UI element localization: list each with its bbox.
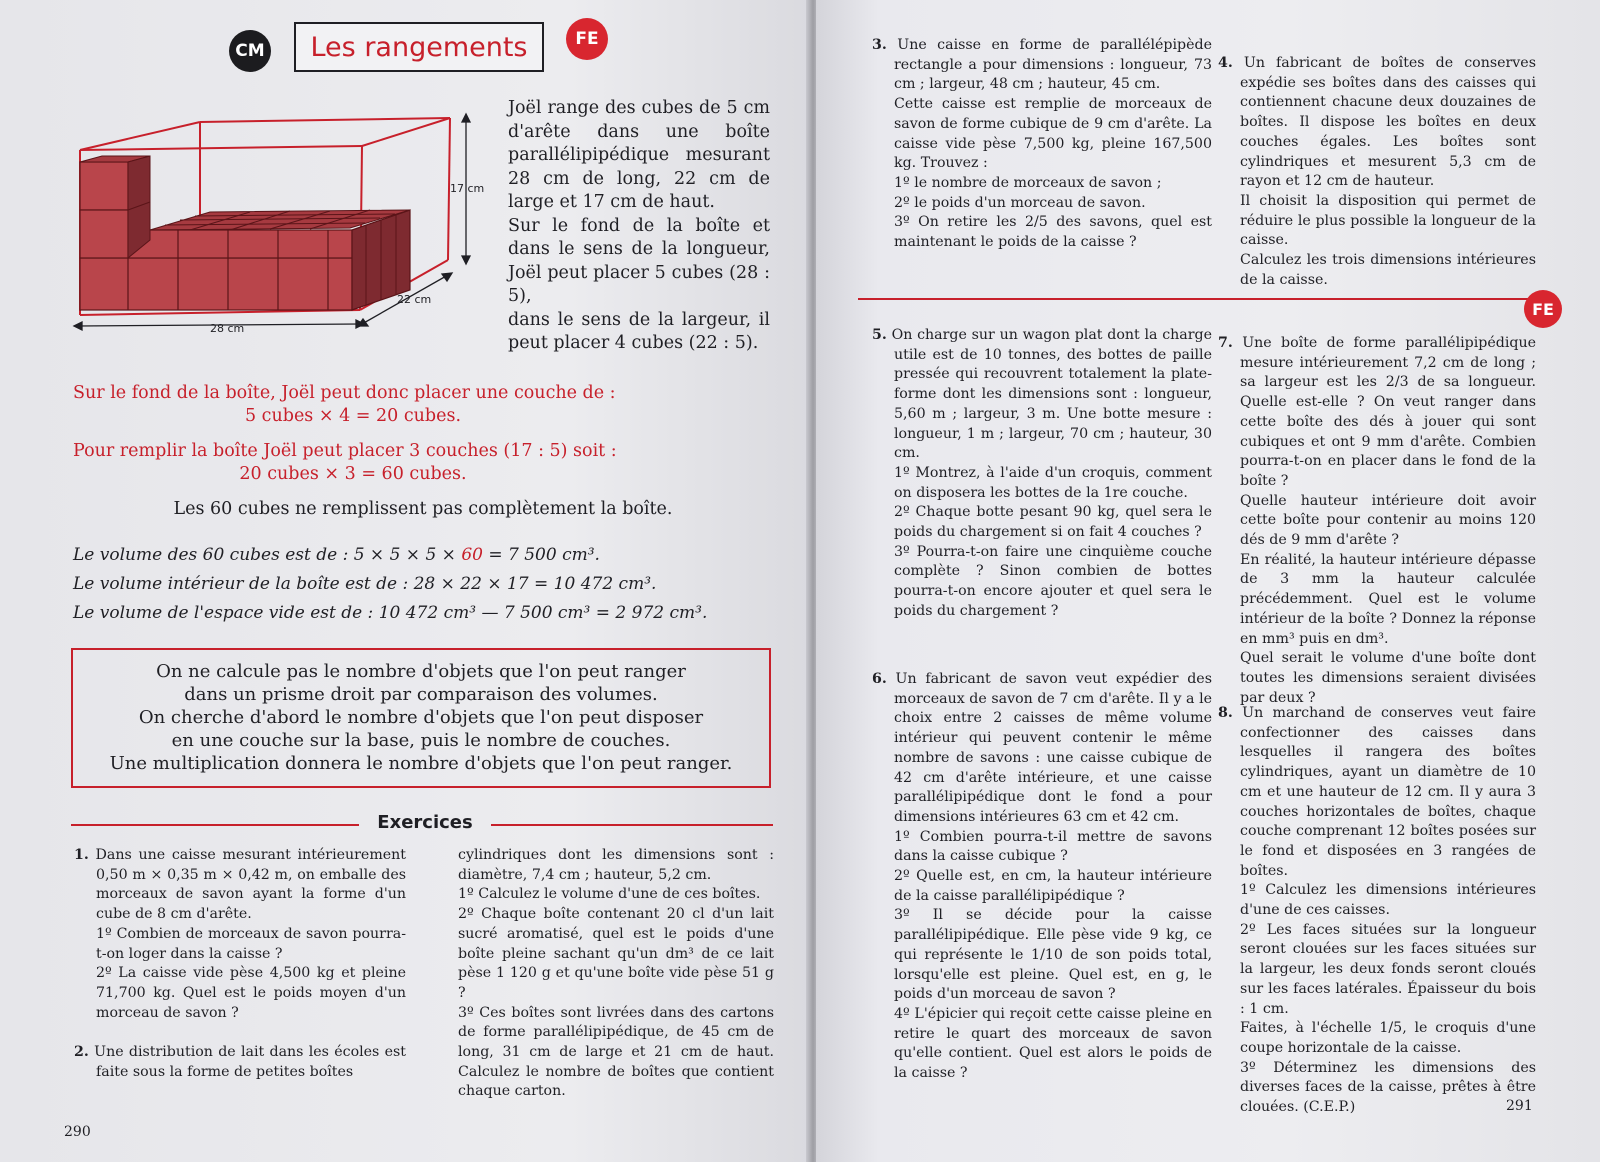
exercise-question: 2º Chaque boîte contenant 20 cl d'un lait sucré aromatisé, quel est le poids d'une boîte pleine sachant qu'un dm³ de ce lait pèse 1 120 g et qu'une boîte vide pèse 51 g ?: [458, 906, 774, 1001]
volume-cubes-result: = 7 500 cm³.: [482, 545, 600, 565]
lesson-title-box: [294, 22, 544, 72]
rule-line: dans un prisme droit par comparaison des volumes.: [184, 684, 658, 705]
red-statement-line: 20 cubes × 3 = 60 cubes.: [239, 464, 467, 484]
exercise-7: [1218, 334, 1536, 708]
lesson-title: Les rangements: [310, 31, 528, 63]
exercise-5: [872, 326, 1212, 622]
exercise-5-intro: [872, 326, 1212, 464]
exercise-column-right: [458, 846, 774, 1102]
exercise-8: [1218, 704, 1536, 1118]
exercise-question: 1º Montrez, à l'aide d'un croquis, comment on disposera les bottes de la 1re couche.: [894, 464, 1212, 501]
exercise-8-intro: [1218, 704, 1536, 881]
red-statement-1: [73, 382, 773, 428]
exercise-7-intro: [1218, 334, 1536, 492]
exercise-text: Quel serait le volume d'une boîte dont toutes les dimensions seraient divisées par deux ?: [1240, 650, 1536, 706]
exercise-question: 3º Pourra-t-on faire une cinquième couche complète ? Sinon combien de bottes pourra-t-on encore ajouter et quel sera le poids du chargement ?: [894, 543, 1212, 619]
red-statement-line: Sur le fond de la boîte, Joël peut donc placer une couche de :: [73, 383, 616, 403]
exercise-text: Une boîte de forme parallélipipédique mesure intérieurement 7,2 cm de long ; sa largeur est les 2/3 de sa longueur. Quelle est-elle ? On veut ranger dans cette boîte des dés à jouer qui sont cubiques et ont 9 mm d'arête. Combien pourra-t-on en placer dans le fond de la boîte ?: [1240, 335, 1536, 489]
height-label: 17 cm: [450, 182, 485, 195]
exercise-6-intro: [872, 670, 1212, 828]
exercise-text: Calculez les trois dimensions intérieures de la caisse.: [1240, 252, 1536, 288]
rule-line: On ne calcule pas le nombre d'objets que l'on peut ranger: [156, 661, 686, 682]
exercise-text: Faites, à l'échelle 1/5, le croquis d'une coupe horizontale de la caisse.: [1240, 1020, 1536, 1056]
exercise-text: Cette caisse est remplie de morceaux de savon de forme cubique de 9 cm d'arête. La caisse vide pèse 7,500 kg, pleine 167,500 kg. Trouvez :: [894, 96, 1212, 172]
exercise-text: Une caisse en forme de parallélépipède rectangle a pour dimensions : longueur, 73 cm ; largeur, 48 cm ; hauteur, 45 cm.: [894, 37, 1212, 93]
length-label: 28 cm: [210, 322, 245, 335]
volume-empty-line: Le volume de l'espace vide est de : 10 472 cm³ — 7 500 cm³ = 2 972 cm³.: [73, 603, 708, 623]
exercise-4: [1218, 54, 1536, 290]
exercise-text: En réalité, la hauteur intérieure dépasse de 3 mm la hauteur calculée précédemment. Quel est le volume intérieur de la boîte ? Donnez la réponse en mm³ puis en dm³.: [1240, 551, 1536, 647]
exercise-question: 3º Déterminez les dimensions des diverses faces de la caisse, prêtes à être clouées. (C.E.P.): [1240, 1059, 1536, 1116]
exercise-question: 1º Combien de morceaux de savon pourra-t-on loger dans la caisse ?: [96, 925, 406, 962]
exercise-1: [74, 846, 406, 925]
exercise-question: 2º La caisse vide pèse 4,500 kg et pleine 71,700 kg. Quel est le poids moyen d'un morceau de savon ?: [96, 965, 406, 1021]
exercise-number: 1.: [74, 847, 89, 863]
width-label: 22 cm: [397, 293, 432, 306]
remark-text: Les 60 cubes ne remplissent pas complètement la boîte.: [173, 499, 673, 519]
intro-paragraph: Sur le fond de la boîte et dans le sens de la longueur, Joël peut placer 5 cubes (28 : 5),: [508, 215, 770, 306]
fe-badge: FE: [566, 18, 608, 60]
rule-line: en une couche sur la base, puis le nombre de couches.: [171, 730, 671, 751]
exercise-question: 1º Calculez le volume d'une de ces boîtes.: [458, 886, 761, 903]
exercise-text: Il choisit la disposition qui permet de réduire le plus possible la longueur de la caisse.: [1240, 192, 1536, 249]
exercise-text: Dans une caisse mesurant intérieurement 0,50 m × 0,35 m × 0,42 m, on emballe des morceaux de savon ayant la forme d'un cube de 8 cm d'arête.: [95, 847, 407, 923]
exercise-6: [872, 670, 1212, 1084]
right-page-sheet: [816, 0, 1600, 1162]
intro-text: [508, 97, 770, 356]
box-cubes-figure: [70, 110, 500, 350]
rule-line: Une multiplication donnera le nombre d'objets que l'on peut ranger.: [109, 753, 733, 774]
exercise-text: On charge sur un wagon plat dont la charge utile est de 10 tonnes, des bottes de paille pressée qui recouvrent totalement la plate-forme dont les dimensions sont : longueur, 5,60 m ; largeur, 3 m. Une botte mesure : longueur, 1 m ; largeur, 70 cm ; hauteur, 30 cm.: [891, 327, 1212, 462]
exercise-question: 3º Ces boîtes sont livrées dans des cartons de forme parallélipipédique, de 45 cm de long, 31 cm de large et 21 cm de haut. Calculez le nombre de boîtes que contient chaque carton.: [458, 1004, 774, 1100]
exercise-number: 7.: [1218, 335, 1233, 351]
exercise-text: Un fabricant de boîtes de conserves expédie ses boîtes dans des caisses qui contiennent chacune deux douzaines de boîtes. Il dispose les boîtes en deux couches égales. Les boîtes sont cylindriques et mesurent 5,3 cm de rayon et 12 cm de hauteur.: [1240, 55, 1536, 190]
rule-box: [71, 648, 771, 788]
exercise-question: 3º On retire les 2/5 des savons, quel est maintenant le poids de la caisse ?: [894, 214, 1212, 251]
exercise-3-intro: [872, 36, 1212, 95]
volume-calculations: [73, 541, 793, 628]
intro-paragraph: Joël range des cubes de 5 cm d'arête dans une boîte parallélipipédique mesurant 28 cm de long, 22 cm de large et 17 cm de haut.: [508, 98, 770, 212]
page-number-right: 291: [1506, 1098, 1533, 1114]
exercise-text: Une distribution de lait dans les écoles est faite sous la forme de petites boîtes: [94, 1044, 407, 1081]
exercise-question: 1º Calculez les dimensions intérieures d'une de ces caisses.: [1240, 882, 1536, 919]
exercise-number: 8.: [1218, 705, 1233, 721]
exercise-question: 3º Il se décide pour la caisse parallélipipédique. Elle pèse vide 9 kg, ce qui représente le 1/10 de son poids total, lorsqu'elle est pleine. Quel est, en g, le poids d'un morceau de savon ?: [894, 907, 1212, 1003]
rule-line: On cherche d'abord le nombre d'objets que l'on peut disposer: [138, 707, 704, 728]
exercises-heading: Exercices: [377, 812, 473, 833]
red-statement-line: Pour remplir la boîte Joël peut placer 3 couches (17 : 5) soit :: [73, 441, 617, 461]
exercise-question: 2º Les faces situées sur la longueur seront clouées sur les faces situées sur la largeur, les deux fonds seront cloués sur les faces latérales. Épaisseur du bois : 1 cm.: [1240, 921, 1536, 1017]
red-statement-2: [73, 440, 773, 486]
exercise-text: cylindriques dont les dimensions sont : diamètre, 7,4 cm ; hauteur, 5,2 cm.: [458, 847, 774, 883]
section-divider: [858, 298, 1538, 300]
exercise-3: [872, 36, 1212, 253]
volume-cubes-highlight: 60: [461, 545, 483, 565]
exercise-4-intro: [1218, 54, 1536, 192]
exercise-number: 6.: [872, 671, 887, 687]
cube-stack: [80, 156, 150, 258]
page-number-left: 290: [64, 1124, 91, 1140]
exercise-number: 4.: [1218, 55, 1233, 71]
exercise-question: 1º Combien pourra-t-il mettre de savons dans la caisse cubique ?: [894, 828, 1212, 865]
exercise-2: [74, 1043, 406, 1082]
volume-cubes-line: [73, 541, 793, 570]
volume-box-line: Le volume intérieur de la boîte est de : 28 × 22 × 17 = 10 472 cm³.: [73, 574, 657, 594]
exercise-question: 4º L'épicier qui reçoit cette caisse pleine en retire le quart des morceaux de savon qu'elle contient. Quel est alors le poids de la caisse ?: [894, 1005, 1212, 1082]
exercise-text: Un fabricant de savon veut expédier des morceaux de savon de 7 cm d'arête. Il y a le choix entre 2 caisses de même volume intérieur qui peuvent contenir le même nombre de savons : une caisse cubique de 42 cm d'arête intérieure, et une caisse parallélipipédique dont le fond a pour dimensions intérieures 63 cm et 42 cm.: [894, 671, 1212, 825]
exercise-text: Quelle hauteur intérieure doit avoir cette boîte pour contenir au moins 120 dés de 9 mm d'arête ?: [1240, 492, 1536, 549]
exercise-column-left: [74, 846, 406, 1083]
exercise-number: 2.: [74, 1044, 89, 1061]
exercise-question: 2º le poids d'un morceau de savon.: [894, 194, 1146, 211]
header-rule-right: [491, 824, 773, 826]
exercise-question: 2º Chaque botte pesant 90 kg, quel sera le poids du chargement si on fait 4 couches ?: [894, 504, 1212, 541]
exercise-question: 1º le nombre de morceaux de savon ;: [894, 174, 1162, 191]
exercises-header: [71, 812, 773, 836]
exercise-number: 5.: [872, 327, 887, 343]
volume-cubes-text: Le volume des 60 cubes est de : 5 × 5 × 5 ×: [73, 545, 462, 565]
header-rule-left: [71, 824, 359, 826]
cm-badge: CM: [229, 30, 271, 72]
exercise-question: 2º Quelle est, en cm, la hauteur intérieure de la caisse parallélipipédique ?: [894, 868, 1212, 904]
intro-paragraph: dans le sens de la largeur, il peut placer 4 cubes (22 : 5).: [508, 309, 770, 353]
exercise-text: Un marchand de conserves veut faire confectionner des caisses dans lesquelles il rangera des boîtes cylindriques, ayant un diamètre de 10 cm et une hauteur de 12 cm. Il y aura 3 couches horizontales de boîtes, chaque couche comprenant 12 boîtes posées sur le fond et disposées en 3 rangées de boîtes.: [1240, 705, 1537, 879]
red-statement-line: 5 cubes × 4 = 20 cubes.: [244, 406, 462, 426]
fe-badge-right: FE: [1524, 290, 1562, 328]
exercise-number: 3.: [872, 37, 887, 53]
